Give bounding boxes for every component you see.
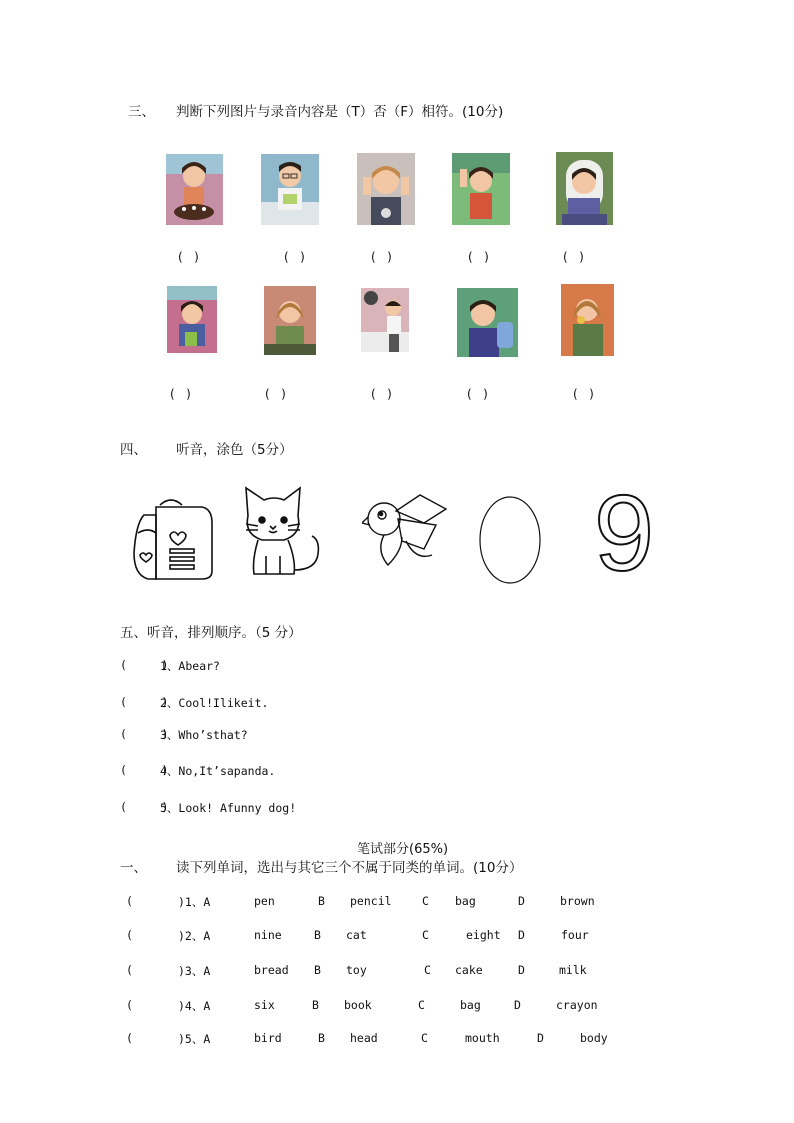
option-c: cake [455, 963, 483, 977]
order-item-text: 3、Who’sthat? [160, 728, 248, 742]
number-nine-icon[interactable]: 9 [594, 472, 655, 593]
picture-boy-schoolbag [457, 288, 518, 357]
section3-title: 判断下列图片与录音内容是（T）否（F）相符。(10分) [176, 104, 504, 120]
section1-title: 读下列单词，选出与其它三个不属于同类的单词。(10分） [176, 860, 523, 876]
answer-paren[interactable]: ( ) [265, 387, 286, 401]
section1-number: 一、 [120, 860, 147, 876]
answer-paren[interactable]: ( [126, 998, 133, 1012]
option-c: eight [466, 928, 501, 942]
picture-girl-waving [452, 153, 510, 225]
answer-paren[interactable]: ( [126, 894, 133, 908]
egg-icon[interactable] [478, 495, 542, 585]
answer-paren[interactable]: ( [126, 963, 133, 977]
option-b-label: B [312, 998, 319, 1012]
schoolbag-icon[interactable] [126, 493, 216, 583]
option-b: book [344, 998, 372, 1012]
option-d-label: D [537, 1031, 544, 1045]
order-paren[interactable]: ( ) [120, 727, 169, 741]
answer-paren[interactable]: ( ) [178, 250, 199, 264]
option-d: brown [560, 894, 595, 908]
order-item-text: 1、Abear? [160, 659, 220, 673]
option-b: head [350, 1031, 378, 1045]
section4-title: 听音，涂色（5分） [176, 442, 293, 458]
option-b-label: B [314, 928, 321, 942]
answer-paren[interactable]: ( ) [573, 387, 594, 401]
section5-title: 五、听音，排列顺序。（5 分） [120, 625, 302, 641]
answer-paren[interactable]: ( ) [468, 250, 489, 264]
option-b-label: B [318, 1031, 325, 1045]
bird-icon[interactable] [362, 489, 450, 567]
option-d: four [561, 928, 589, 942]
picture-girl-green-coat [264, 286, 316, 355]
answer-paren[interactable]: ( ) [371, 250, 392, 264]
question-number: )4、A [178, 999, 211, 1013]
picture-girl-cake [166, 154, 223, 225]
order-item-text: 5、Look! Afunny dog! [160, 801, 297, 815]
cat-icon[interactable] [238, 484, 326, 580]
question-number: )1、A [178, 895, 211, 909]
picture-boy-with-cap [361, 288, 409, 352]
picture-boy-portrait [556, 152, 613, 225]
picture-boy-green-book [167, 286, 217, 353]
option-c: mouth [465, 1031, 500, 1045]
section3-number: 三、 [128, 104, 155, 120]
option-a: bread [254, 963, 289, 977]
picture-girl-eating [561, 284, 614, 356]
option-d: crayon [556, 998, 598, 1012]
answer-paren[interactable]: ( ) [284, 250, 305, 264]
option-c-label: C [424, 963, 431, 977]
option-b: pencil [350, 894, 392, 908]
answer-paren[interactable]: ( [126, 1031, 133, 1045]
option-d-label: D [518, 963, 525, 977]
question-number: )2、A [178, 929, 211, 943]
option-d: body [580, 1031, 608, 1045]
picture-girl-hands-up [357, 153, 415, 225]
option-d-label: D [518, 894, 525, 908]
option-c-label: C [422, 928, 429, 942]
option-d: milk [559, 963, 587, 977]
option-b-label: B [318, 894, 325, 908]
option-d-label: D [514, 998, 521, 1012]
answer-paren[interactable]: ( ) [563, 250, 584, 264]
option-c-label: C [418, 998, 425, 1012]
option-c: bag [460, 998, 481, 1012]
order-paren[interactable]: ( ) [120, 800, 169, 814]
option-a: pen [254, 894, 275, 908]
section4-number: 四、 [120, 442, 147, 458]
option-a: nine [254, 928, 282, 942]
answer-paren[interactable]: ( [126, 928, 133, 942]
option-b: cat [346, 928, 367, 942]
question-number: )3、A [178, 964, 211, 978]
option-c-label: C [421, 1031, 428, 1045]
option-c-label: C [422, 894, 429, 908]
answer-paren[interactable]: ( ) [371, 387, 392, 401]
option-d-label: D [518, 928, 525, 942]
option-c: bag [455, 894, 476, 908]
answer-paren[interactable]: ( ) [170, 387, 191, 401]
answer-paren[interactable]: ( ) [467, 387, 488, 401]
order-paren[interactable]: ( ) [120, 695, 169, 709]
question-number: )5、A [178, 1032, 211, 1046]
picture-boy-reading [261, 154, 319, 225]
option-a: six [254, 998, 275, 1012]
order-item-text: 4、No,It’sapanda. [160, 764, 276, 778]
option-b: toy [346, 963, 367, 977]
order-paren[interactable]: ( ) [120, 658, 169, 672]
order-item-text: 2、Cool!Ilikeit. [160, 696, 269, 710]
option-b-label: B [314, 963, 321, 977]
written-part-title: 笔试部分(65%) [357, 842, 449, 857]
option-a: bird [254, 1031, 282, 1045]
order-paren[interactable]: ( ) [120, 763, 169, 777]
